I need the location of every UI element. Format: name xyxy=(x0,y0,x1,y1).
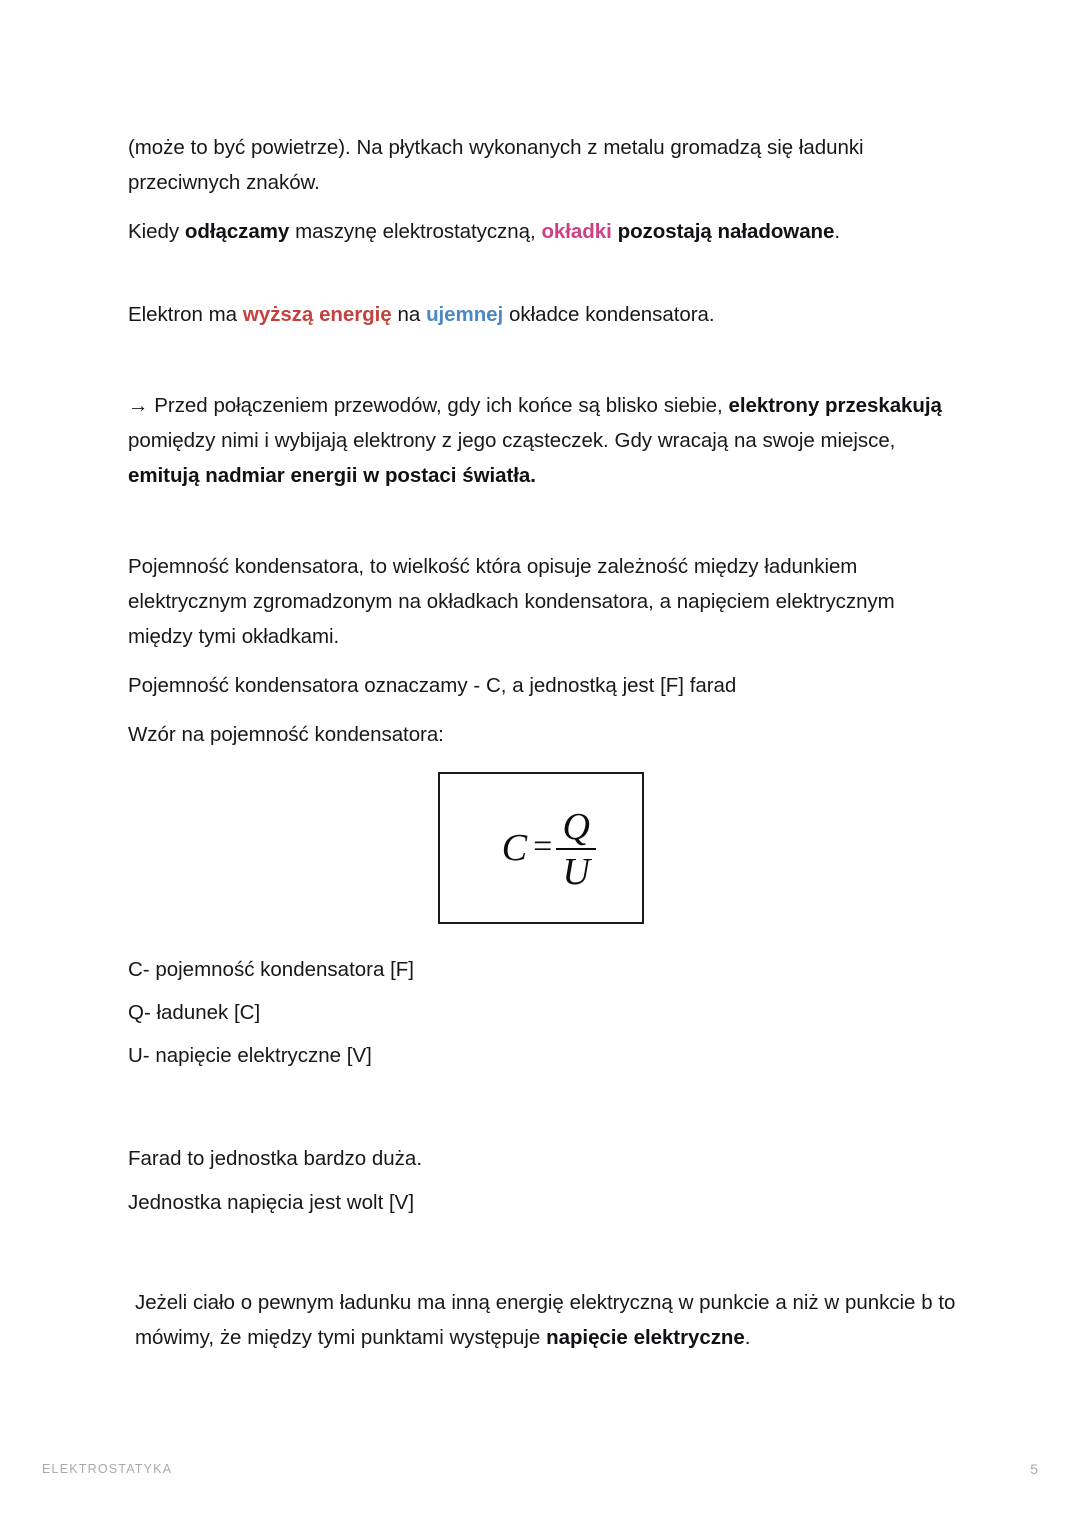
bold-napiecie-elektryczne: napięcie elektryczne xyxy=(546,1326,745,1349)
paragraph-capacitance-symbol xyxy=(128,668,958,703)
text-segment: . xyxy=(834,220,841,243)
text-segment: na xyxy=(391,303,427,326)
highlight-wyzsza-energie: wyższą energię xyxy=(242,303,392,326)
paragraph-formula-label xyxy=(128,717,958,752)
bold-odlaczamy: odłączamy xyxy=(184,220,290,243)
page-footer xyxy=(42,1461,1038,1477)
formula-region xyxy=(128,752,958,948)
document-body xyxy=(128,130,958,1355)
formula-equation xyxy=(501,805,597,893)
text-segment: pomiędzy nimi i wybijają elektrony z jego cząsteczek. Gdy wracają na swoje miejsce, xyxy=(128,429,896,452)
text-segment: Przed połączeniem przewodów, gdy ich końce są blisko siebie, xyxy=(148,394,729,417)
formula-variable-c: C xyxy=(501,827,528,869)
formula-denominator-u: U xyxy=(562,850,590,893)
definition-item-c: C- pojemność kondensatora [F] xyxy=(128,958,414,981)
variable-definitions-list xyxy=(128,948,958,1077)
footer-page-number: 5 xyxy=(1030,1461,1038,1477)
footer-section-label: ELEKTROSTATYKA xyxy=(42,1462,173,1476)
capacitance-symbol-text: Pojemność kondensatora oznaczamy - C, a jednostką jest [F] farad xyxy=(128,674,737,697)
paragraph-disconnect xyxy=(128,214,958,249)
spacer xyxy=(128,1225,958,1285)
definition-item-u: U- napięcie elektryczne [V] xyxy=(128,1044,372,1067)
text-segment: Elektron ma xyxy=(128,303,243,326)
paragraph-capacitance-definition xyxy=(128,549,958,654)
text-segment: Kiedy xyxy=(128,220,185,243)
paragraph-intro xyxy=(128,130,958,200)
bold-elektrony-przeskakuja: elektrony przeskakują xyxy=(728,394,942,417)
spacer xyxy=(128,493,958,549)
text-segment: Jeżeli ciało o pewnym ładunku ma inną energię elektryczną w punkcie a niż w punkcie b to mówimy, że między tymi punktami występuje xyxy=(135,1291,956,1349)
units-note-farad: Farad to jednostka bardzo duża. xyxy=(128,1147,423,1170)
spacer xyxy=(128,200,958,214)
spacer xyxy=(128,654,958,668)
units-notes-list xyxy=(128,1137,958,1225)
paragraph-voltage-definition xyxy=(128,1285,958,1355)
paragraph-spark xyxy=(128,388,958,493)
formula-fraction xyxy=(556,805,596,893)
spacer xyxy=(128,1077,958,1137)
arrow-icon: → xyxy=(128,394,149,417)
spacer xyxy=(128,703,958,717)
definition-item-q: Q- ładunek [C] xyxy=(128,1001,261,1024)
formula-numerator-q: Q xyxy=(562,805,590,848)
highlight-okladki: okładki xyxy=(541,220,612,243)
text-segment: maszynę elektrostatyczną, xyxy=(289,220,542,243)
bold-pozostaja-naladowane: pozostają naładowane xyxy=(611,220,835,243)
spacer xyxy=(128,332,958,388)
highlight-ujemnej: ujemnej xyxy=(426,303,504,326)
bold-emituja-swiatlo: emitują nadmiar energii w postaci światła. xyxy=(128,464,536,487)
formula-content xyxy=(440,774,642,922)
formula-box xyxy=(438,772,644,924)
paragraph-intro-text: (może to być powietrze). Na płytkach wykonanych z metalu gromadzą się ładunki przeciwnych znaków. xyxy=(128,136,864,194)
units-note-volt: Jednostka napięcia jest wolt [V] xyxy=(128,1191,415,1214)
formula-label-text: Wzór na pojemność kondensatora: xyxy=(128,723,444,746)
text-segment: okładce kondensatora. xyxy=(503,303,715,326)
paragraph-electron-energy xyxy=(128,297,958,332)
text-segment: . xyxy=(744,1326,751,1349)
spacer xyxy=(128,249,958,297)
capacitance-definition-text: Pojemność kondensatora, to wielkość która opisuje zależność między ładunkiem elektrycznym zgromadzonym na okładkach kondensatora, a napięciem elektrycznym między tymi okładkami. xyxy=(128,555,895,648)
formula-equals-sign: = xyxy=(533,828,553,865)
